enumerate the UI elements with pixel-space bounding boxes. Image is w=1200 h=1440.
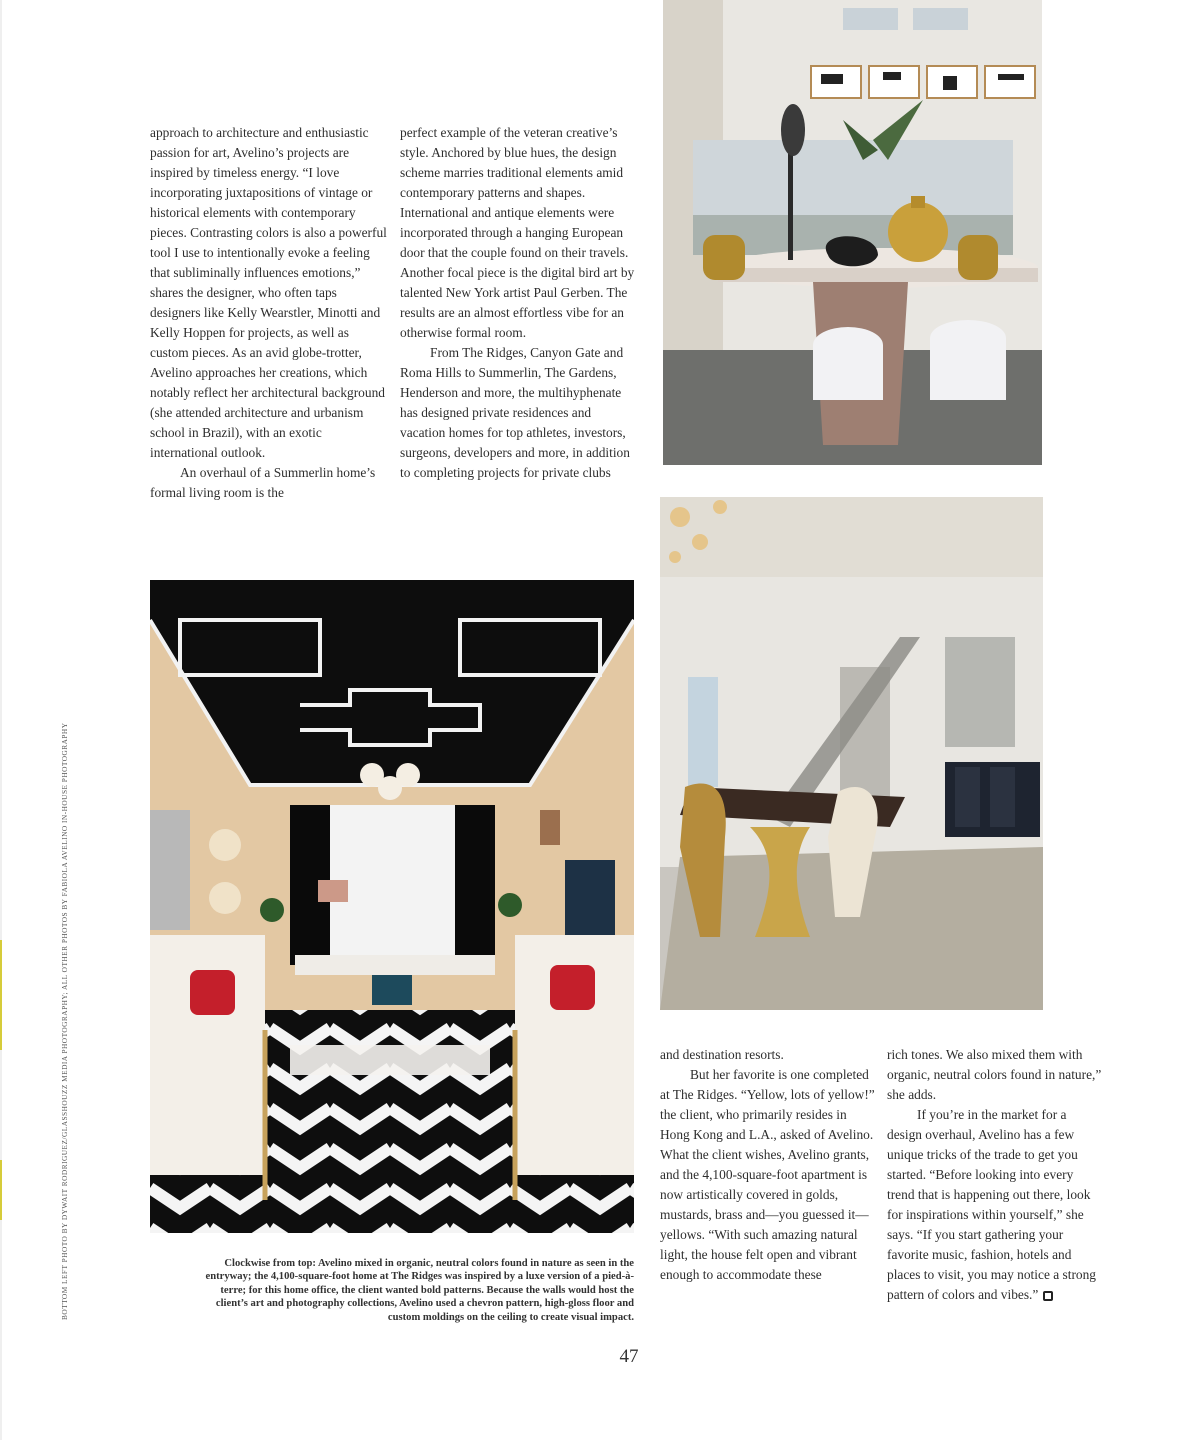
entryway-photo [663,0,1042,465]
page-edge [0,0,2,1440]
page-number: 47 [619,1346,639,1367]
photo-credit: BOTTOM LEFT PHOTO BY DYWAIT RODRIGUEZ/GLASSHOUZZ MEDIA PHOTOGRAPHY; ALL OTHER PHOTOS BY FABIOLA AVELINO IN-HOUSE PHOTOGRAPHY [60,722,69,1320]
paragraph [887,1105,1102,1305]
edge-accent-mark [0,940,2,1050]
paragraph: An overhaul of a Summerlin home’s formal living room is the [150,465,376,500]
paragraph: From The Ridges, Canyon Gate and Roma Hills to Summerlin, The Gardens, Henderson and more, the multihyphenate has designed private residences and vacation homes for top athletes, investors, surgeons, developers and more, in addition to completing projects for private clubs [400,345,630,480]
paragraph: rich tones. We also mixed them with organic, neutral colors found in nature,” she adds. [887,1047,1102,1102]
home-office-photo [150,580,634,1233]
paragraph: But her favorite is one completed at The Ridges. “Yellow, lots of yellow!” the client, who primarily resides in Hong Kong and L.A., asked of Avelino. What the client wishes, Avelino grants, and the 4,100-square-foot apartment is now artistically covered in golds, mustards, brass and—you guessed it—yellows. “With such amazing natural light, the house felt open and vibrant enough to accommodate these [660,1067,875,1282]
article-column-3 [660,1045,878,1285]
article-column-4 [887,1045,1102,1305]
paragraph: approach to architecture and enthusiastic passion for art, Avelino’s projects are inspired by timeless energy. “I love incorporating juxtapositions of vintage or historical elements with contemporary pieces. Contrasting colors is also a powerful tool I use to intentionally evoke a feeling that subliminally influences emotions,” shares the designer, who often taps designers like Kelly Wearstler, Minotti and Kelly Hoppen for projects, as well as custom pieces. As an avid globe-trotter, Avelino approaches her creations, which notably reflect her architectural background (she attended architecture and urbanism school in Brazil), with an exotic international outlook. [150,125,387,460]
end-of-article-square-icon [1043,1291,1053,1301]
article-column-2 [400,123,636,483]
paragraph: perfect example of the veteran creative’s style. Anchored by blue hues, the design scheme marries traditional elements amid contemporary patterns and shapes. International and antique elements were incorporated through a hanging European door that the couple found on their travels. Another focal piece is the digital bird art by talented New York artist Paul Gerben. The results are an almost effortless vibe for an otherwise formal room. [400,125,635,340]
edge-accent-mark [0,1160,2,1220]
paragraph-text: If you’re in the market for a design overhaul, Avelino has a few unique tricks of the trade to get you started. “Before looking into every trend that is happening out there, look for inspirations within yourself,” she says. “If you start gathering your favorite music, fashion, hotels and places to visit, you may notice a strong pattern of colors and vibes.” [887,1107,1096,1302]
photo-caption: Clockwise from top: Avelino mixed in organic, neutral colors found in nature as seen in the entryway; the 4,100-square-foot home at The Ridges was inspired by a luxe version of a pied-à-terre; for this home office, the client wanted bold patterns. Because the walls would host the client’s art and photography collections, Avelino used a chevron pattern, high-gloss floor and custom moldings on the ceiling to create visual impact. [205,1258,634,1323]
dining-room-photo [660,497,1043,1010]
paragraph: and destination resorts. [660,1047,784,1062]
article-column-1 [150,123,388,503]
